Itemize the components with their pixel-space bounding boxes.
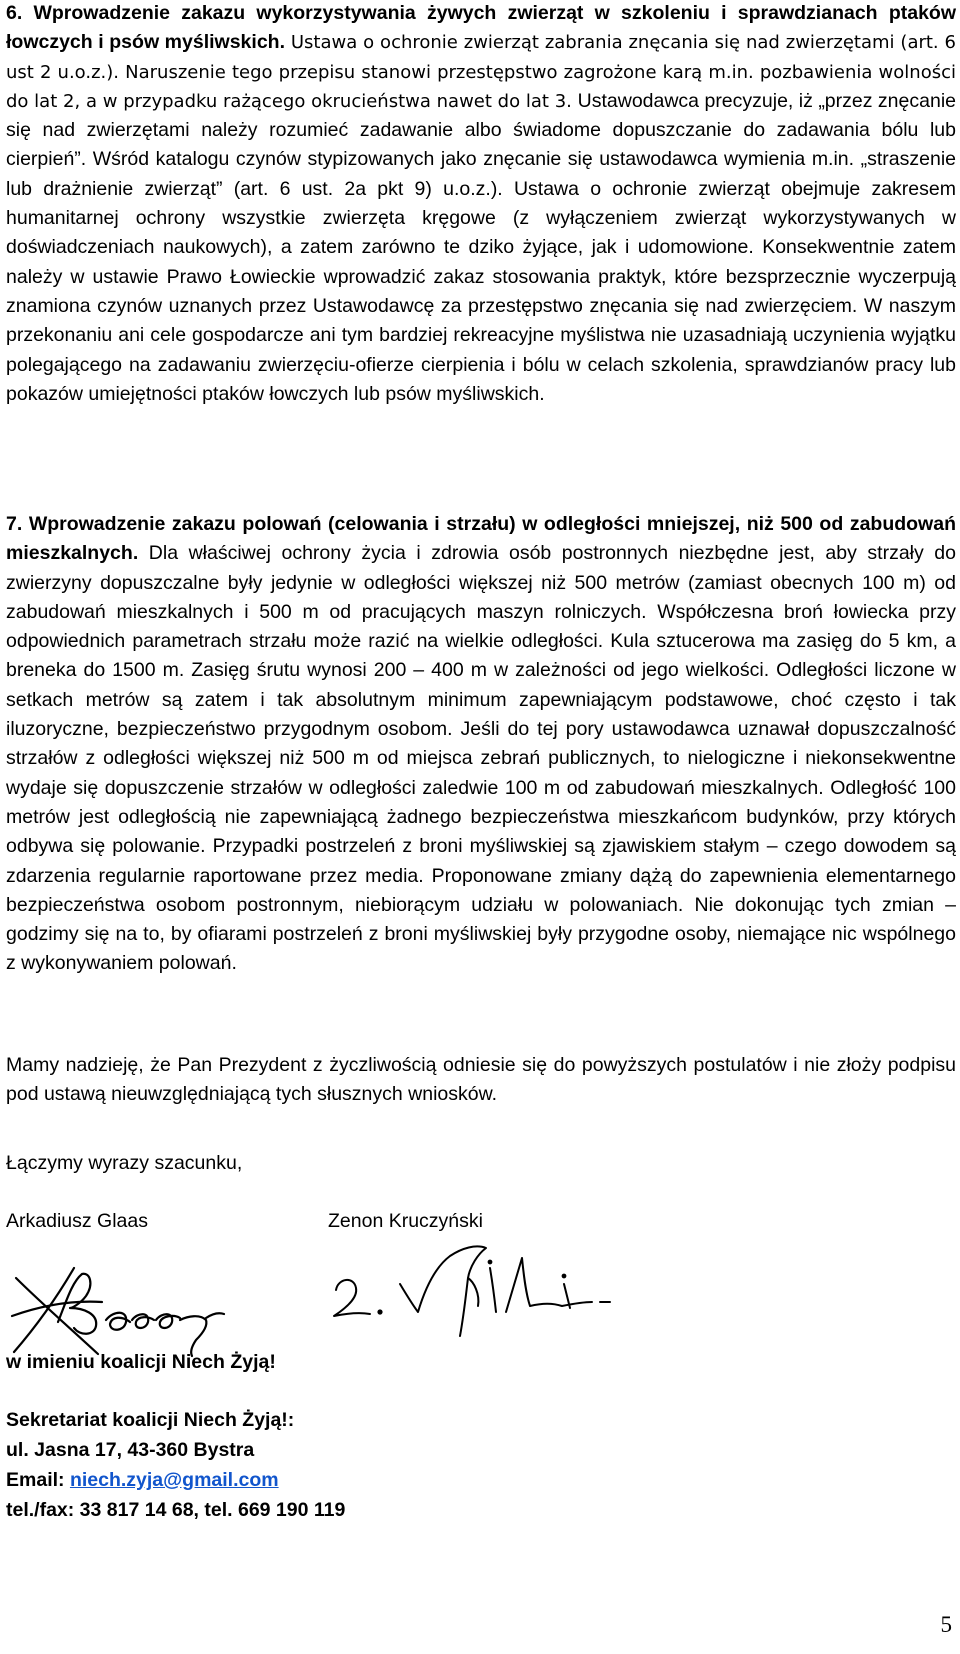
section-6-paragraph: [6, 0, 956, 409]
section-7-paragraph: [6, 510, 956, 979]
email-link[interactable]: niech.zyja@gmail.com: [69, 1469, 279, 1491]
signature-1-image: [10, 1262, 226, 1358]
email-label: Email:: [6, 1469, 70, 1491]
section-6-heading: 6. Wprowadzenie zakazu wykorzystywania żywych zwierząt w szkoleniu i sprawdzianach ptaków łowczych i psów myśliwskich.: [6, 2, 956, 54]
section-6-body-part1: Ustawa o ochronie zwierząt zabrania znęcania się nad zwierzętami (art. 6 ust 2 u.o.z.). Naruszenie tego przepisu stanowi przestępstwo zagrożone karą m.in. pozbawienia wolności do lat 2, a w przypadku rażącego okrucieństwa nawet do lat 3.: [6, 32, 956, 112]
signer-2-name: Zenon Kruczyński: [328, 1210, 483, 1232]
signer-1-name: Arkadiusz Glaas: [6, 1210, 148, 1232]
section-6-body-part2: Ustawodawca precyzuje, iż „przez znęcanie się nad zwierzętami należy rozumieć zadawanie albo świadome dopuszczanie do zadawania bólu lub cierpień”. Wśród katalogu czynów stypizowanych jako znęcanie się ustawodawca wymienia m.in. „straszenie lub drażnienie zwierząt” (art. 6 ust. 2a pkt 9) u.o.z.). Ustawa o ochronie zwierząt obejmuje zakresem humanitarnej ochrony wszystkie zwierzęta kręgowe (z wyłączeniem zwierząt wykorzystywanych w doświadczeniach naukowych), a zatem zarówno te dziko żyjące, jak i udomowione. Konsekwentnie zatem należy w ustawie Prawo Łowieckie wprowadzić zakaz stosowania praktyk, które bezsprzecznie wyczerpują znamiona czynów uznanych przez Ustawodawcę za przestępstwo znęcania się nad zwierzęciem. W naszym przekonaniu ani cele gospodarcze ani tym bardziej rekreacyjne myślistwa nie uzasadniają uczynienia wyjątku polegającego na zadawaniu zwierzęciu-ofierze cierpienia i bólu w celach szkolenia, sprawdzianów pracy lub pokazów umiejętności ptaków łowczych lub psów myśliwskich.: [6, 89, 956, 405]
signature-2-image: [328, 1232, 618, 1340]
section-7-heading: 7. Wprowadzenie zakazu polowań (celowania i strzału) w odległości mniejszej, niż 500 od zabudowań mieszkalnych.: [6, 513, 956, 565]
secretariat-address: ul. Jasna 17, 43-360 Bystra: [6, 1439, 255, 1461]
section-7-body: Dla właściwej ochrony życia i zdrowia osób postronnych niezbędne jest, aby strzały do zwierzyny dopuszczalne były jedynie w odległości większej niż 500 metrów (zamiast obecnych 100 m) od zabudowań mieszkalnych i 500 m od pracujących maszyn rolniczych. Współczesna broń łowiecka przy odpowiednich parametrach strzału może razić na wielkie odległości. Kula sztucerowa ma zasięg do 5 km, a breneka do 1500 m. Zasięg śrutu wynosi 200 – 400 m w zależności od jego wielkości. Odległości liczone w setkach metrów są zatem i tak absolutnym minimum zapewniającym podstawowe, choć często i tak iluzoryczne, bezpieczeństwo przygodnym osobom. Jeśli do tej pory ustawodawca uznawał dopuszczalność strzałów z odległości większej niż 500 m od miejsca zebrań publicznych, to nielogiczne i niekonsekwentne wydaje się dopuszczenie strzałów w odległości zaledwie 100 m od zabudowań mieszkalnych. Odległość 100 metrów jest odległością nie zapewniającą żadnego bezpieczeństwa mieszkańcom budynków, przy których odbywa się polowanie. Przypadki postrzeleń z broni myśliwskiej są zjawiskiem stałym – czego dowodem są zdarzenia regularnie raportowane przez media. Proponowane zmiany dążą do zapewnienia elementarnego bezpieczeństwa osobom postronnym, niebiorącym udziału w polowaniach. Nie dokonując tych zmian – godzimy się na to, by ofiarami postrzeleń z broni myśliwskiej były przygodne osoby, niemające nic wspólnego z wykonywaniem polowań.: [6, 542, 956, 975]
on-behalf-line: w imieniu koalicji Niech Żyją!: [6, 1351, 276, 1373]
secretariat-phones: tel./fax: 33 817 14 68, tel. 669 190 119: [6, 1499, 346, 1521]
closing-appeal: Mamy nadzieję, że Pan Prezydent z życzliwością odniesie się do powyższych postulatów i nie złoży podpisu pod ustawą nieuwzględniającą tych słusznych wniosków.: [6, 1054, 956, 1106]
secretariat-email-line: [6, 1466, 279, 1495]
secretariat-title: Sekretariat koalicji Niech Żyją!:: [6, 1409, 295, 1431]
page-number: 5: [940, 1612, 952, 1637]
regards-line: Łączymy wyrazy szacunku,: [6, 1152, 243, 1174]
